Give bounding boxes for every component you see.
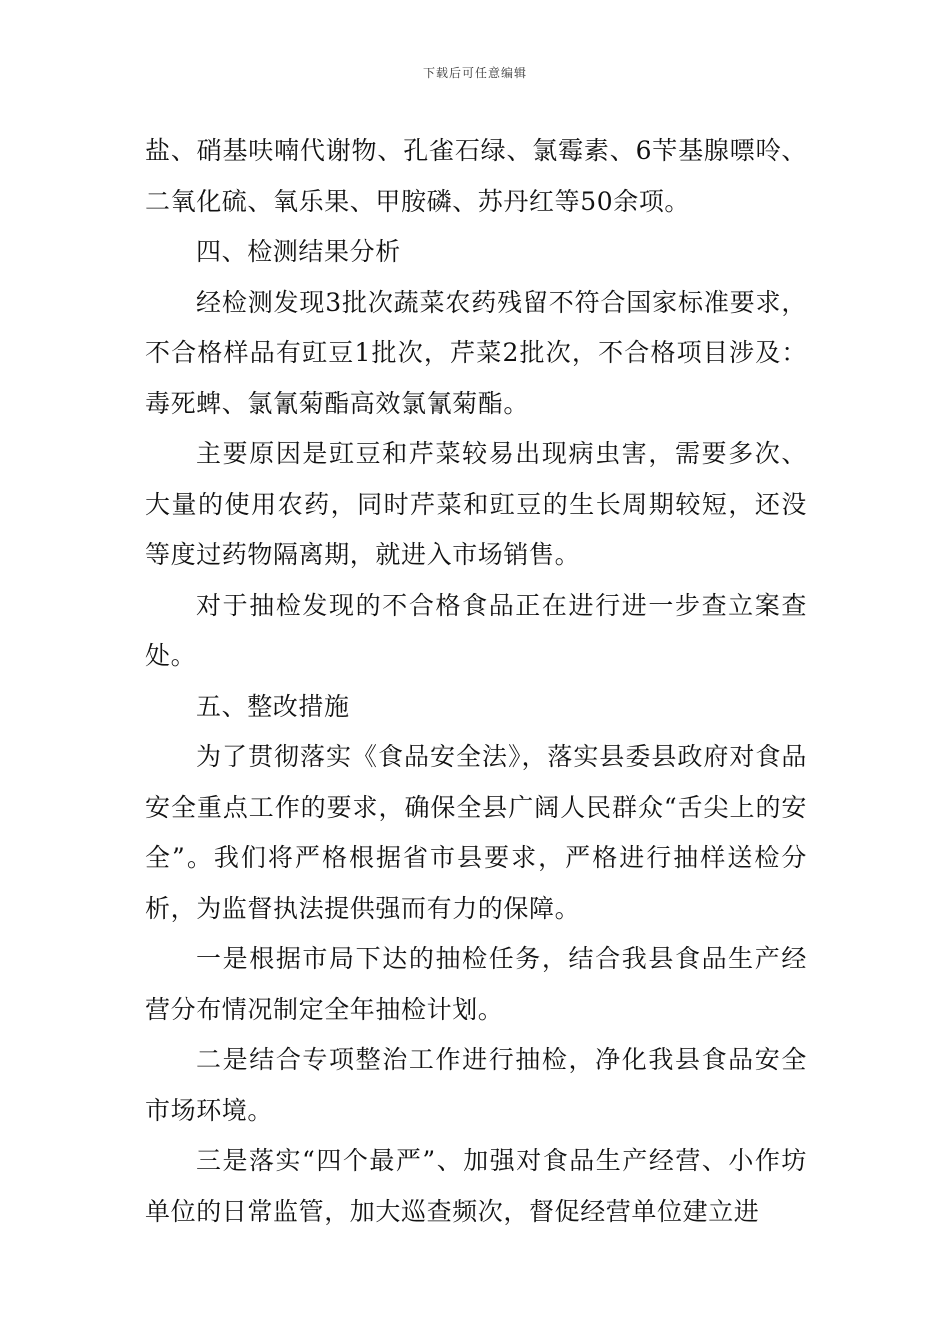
section-heading-result-analysis: 四、检测结果分析: [196, 237, 401, 266]
section-heading-rectification-measures: 五、整改措施: [196, 691, 350, 721]
paragraph-measure-three: 三是落实“四个最严”、加强对食品生产经营、小作坊单位的日常监管，加大巡查频次，督促经营单位建立进: [145, 1146, 807, 1226]
paragraph-main-causes: 主要原因是豇豆和芹菜较易出现病虫害，需要多次、大量的使用农药，同时芹菜和豇豆的生长周期较短，还没等度过药物隔离期，就进入市场销售。: [145, 439, 807, 569]
paragraph-follow-up-action: 对于抽检发现的不合格食品正在进行进一步查立案查处。: [145, 590, 807, 670]
paragraph-inspection-items-continued: 盐、硝基呋喃代谢物、孔雀石绿、氯霉素、6苄基腺嘌呤、二氧化硫、氧乐果、甲胺磷、苏丹红等50余项。: [145, 136, 807, 216]
paragraph-test-findings: 经检测发现3批次蔬菜农药残留不符合国家标准要求，不合格样品有豇豆1批次，芹菜2批次，不合格项目涉及：毒死蜱、氯氰菊酯高效氯氰菊酯。: [145, 287, 807, 418]
document-body: [145, 126, 807, 1237]
paragraph-measure-one: 一是根据市局下达的抽检任务，结合我县食品生产经营分布情况制定全年抽检计划。: [145, 944, 807, 1024]
paragraph-measures-intro: 为了贯彻落实《食品安全法》，落实县委县政府对食品安全重点工作的要求，确保全县广阔人民群众“舌尖上的安全”。我们将严格根据省市县要求，严格进行抽样送检分析，为监督执法提供强而有力的保障。: [145, 742, 807, 923]
page-header: 下载后可任意编辑: [422, 66, 527, 80]
paragraph-measure-two: 二是结合专项整治工作进行抽检，净化我县食品安全市场环境。: [145, 1045, 807, 1125]
